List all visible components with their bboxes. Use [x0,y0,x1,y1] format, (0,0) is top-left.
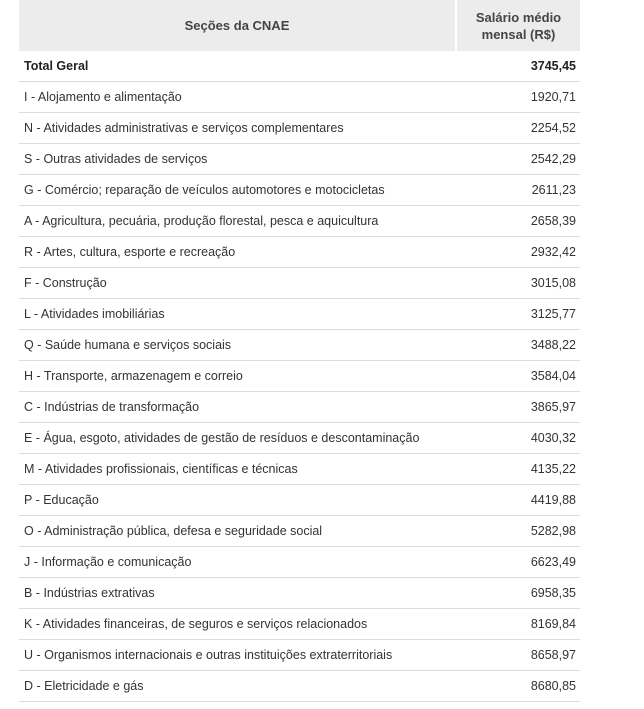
average-salary-value: 5282,98 [456,516,580,547]
average-salary-value: 4135,22 [456,454,580,485]
table-body [19,51,580,702]
cnae-section-name: B - Indústrias extrativas [19,578,456,609]
table-row [19,175,580,206]
cnae-section-name: L - Atividades imobiliárias [19,299,456,330]
cnae-section-name: O - Administração pública, defesa e seguridade social [19,516,456,547]
average-salary-value: 2254,52 [456,113,580,144]
cnae-section-name: R - Artes, cultura, esporte e recreação [19,237,456,268]
table-row [19,454,580,485]
average-salary-value: 2658,39 [456,206,580,237]
average-salary-value: 4030,32 [456,423,580,454]
cnae-section-name: S - Outras atividades de serviços [19,144,456,175]
cnae-section-name: P - Educação [19,485,456,516]
table-row [19,144,580,175]
table-row [19,268,580,299]
table-row [19,299,580,330]
header-cnae-sections: Seções da CNAE [19,0,456,51]
table-row [19,82,580,113]
table-row [19,392,580,423]
cnae-section-name: N - Atividades administrativas e serviços complementares [19,113,456,144]
cnae-section-name: E - Água, esgoto, atividades de gestão de resíduos e descontaminação [19,423,456,454]
header-average-salary-label: Salário médio mensal (R$) [475,9,562,42]
cnae-section-name: G - Comércio; reparação de veículos automotores e motocicletas [19,175,456,206]
table-row [19,671,580,702]
cnae-section-name: M - Atividades profissionais, científicas e técnicas [19,454,456,485]
average-salary-value: 3865,97 [456,392,580,423]
average-salary-value: 2542,29 [456,144,580,175]
table-row [19,485,580,516]
average-salary-value: 2932,42 [456,237,580,268]
table-row [19,237,580,268]
table-row [19,640,580,671]
table-row [19,206,580,237]
average-salary-value: 3015,08 [456,268,580,299]
table-row [19,330,580,361]
cnae-section-name: J - Informação e comunicação [19,547,456,578]
average-salary-value: 6623,49 [456,547,580,578]
table-row [19,578,580,609]
cnae-section-name: Total Geral [19,51,456,82]
table-row [19,113,580,144]
cnae-section-name: U - Organismos internacionais e outras instituições extraterritoriais [19,640,456,671]
table-row-total [19,51,580,82]
average-salary-value: 3488,22 [456,330,580,361]
header-row [19,0,580,51]
average-salary-value: 8169,84 [456,609,580,640]
salary-table [19,0,580,702]
table-row [19,547,580,578]
table-row [19,423,580,454]
average-salary-value: 3745,45 [456,51,580,82]
cnae-section-name: F - Construção [19,268,456,299]
table-header [19,0,580,51]
cnae-section-name: Q - Saúde humana e serviços sociais [19,330,456,361]
average-salary-value: 8658,97 [456,640,580,671]
average-salary-value: 3125,77 [456,299,580,330]
cnae-section-name: A - Agricultura, pecuária, produção florestal, pesca e aquicultura [19,206,456,237]
cnae-section-name: H - Transporte, armazenagem e correio [19,361,456,392]
header-average-salary [456,0,580,51]
cnae-section-name: D - Eletricidade e gás [19,671,456,702]
average-salary-value: 3584,04 [456,361,580,392]
average-salary-value: 2611,23 [456,175,580,206]
table-row [19,609,580,640]
average-salary-value: 1920,71 [456,82,580,113]
table-row [19,361,580,392]
table-row [19,516,580,547]
average-salary-value: 6958,35 [456,578,580,609]
salary-table-container [19,0,580,702]
cnae-section-name: I - Alojamento e alimentação [19,82,456,113]
average-salary-value: 4419,88 [456,485,580,516]
cnae-section-name: C - Indústrias de transformação [19,392,456,423]
cnae-section-name: K - Atividades financeiras, de seguros e serviços relacionados [19,609,456,640]
average-salary-value: 8680,85 [456,671,580,702]
